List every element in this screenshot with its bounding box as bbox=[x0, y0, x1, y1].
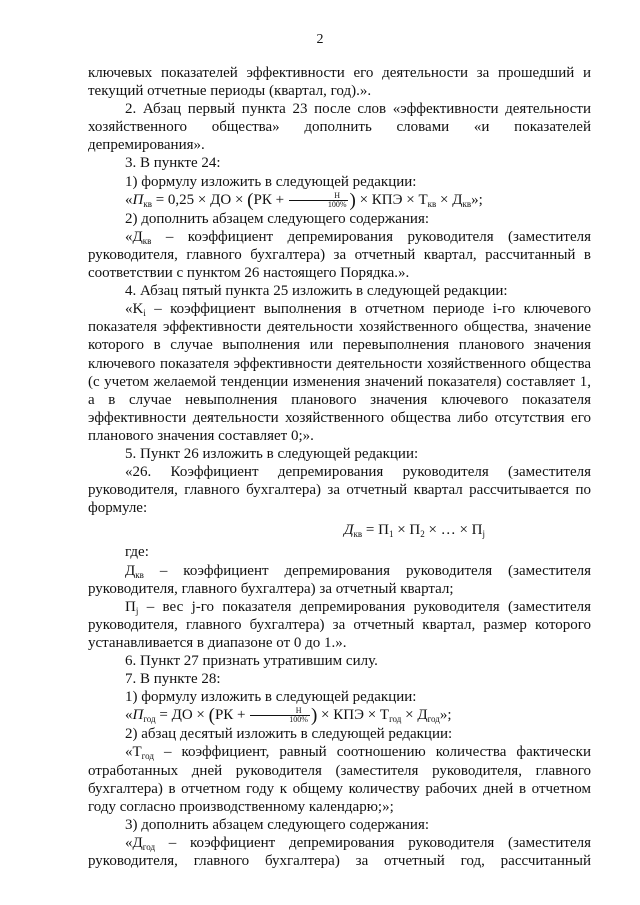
paragraph-definition-pj: $П_j$ – вес j-го показателя депремирования руководителя (заместителя руководителя, главного бухгалтера) за отчетный квартал, размер которого устанавливается в диапазоне от 0 до 1.». bbox=[88, 598, 591, 651]
paragraph-item-2: 2. Абзац первый пункта 23 после слов «эффективности деятельности хозяйственного общества» дополнить словами «и показателей депремирования». bbox=[88, 101, 591, 154]
paragraph-where: где: bbox=[125, 544, 149, 561]
paragraph-subitem-1b: 1) формулу изложить в следующей редакции: bbox=[125, 689, 417, 706]
paragraph-definition-dgod: «$Д_{год}$ – коэффициент депремирования руководителя (заместителя руководителя, главного бухгалтера) за отчетный год, рассчитанный bbox=[88, 834, 591, 870]
paragraph-subitem-2: 2) дополнить абзацем следующего содержания: bbox=[125, 210, 430, 227]
paragraph-definition-ki: «$K_i$ – коэффициент выполнения в отчетном периоде i-го ключевого показателя эффективности деятельности хозяйственного общества, значение которого в случае выполнения или перевыполнения планового значения ключевого показателя эффективности деятельности хозяйственного общества (с учетом желаемой тенденции изменения значений показателя) составляет 1, а в случае невыполнения планового значения ключевого показателя эффективности деятельности хозяйственного общества либо отсутствия его планового значения составляет 0;». bbox=[88, 301, 591, 444]
formula-dkv: $Д_{кв} = П_1 \times П_2$ × … × $П_j$ bbox=[343, 522, 486, 540]
fraction: $\frac{Н}{100\%}$ bbox=[250, 707, 310, 724]
paragraph-item-6: 6. Пункт 27 признать утратившим силу. bbox=[125, 653, 378, 669]
paragraph-subitem-2b: 2) абзац десятый изложить в следующей редакции: bbox=[125, 726, 453, 743]
paragraph-continuation: ключевых показателей эффективности его деятельности за прошедший и текущий отчетные периоды (квартал, год).». bbox=[88, 65, 591, 100]
paragraph-subitem-3: 3) дополнить абзацем следующего содержания: bbox=[125, 816, 430, 833]
paragraph-definition-tgod: «$Т_{год}$ – коэффициент, равный соотношению количества фактически отработанных дней руководителя (заместителя руководителя, главного бухгалтера) в отчетном году к общему количеству рабочих дней в отчетном году согласно производственному календарю;»; bbox=[88, 744, 591, 815]
paragraph-item-7: 7. В пункте 28: bbox=[125, 671, 221, 688]
paragraph-definition-dkv-2: $Д_{кв}$ – коэффициент депремирования руководителя (заместителя руководителя, главного бухгалтера) за отчетный квартал; bbox=[88, 562, 591, 597]
paragraph-definition-dkv: «$Д_{кв}$ – коэффициент депремирования руководителя (заместителя руководителя, главного бухгалтера) за отчетный квартал, рассчитанный в соответствии с пунктом 26 настоящего Порядка.». bbox=[88, 228, 591, 282]
fraction: $\frac{Н}{100\%}$ bbox=[289, 192, 349, 209]
document-body bbox=[88, 64, 591, 870]
paragraph-item-3: 3. В пункте 24: bbox=[125, 155, 221, 172]
paragraph-item-5: 5. Пункт 26 изложить в следующей редакции: bbox=[125, 445, 419, 462]
paragraph-item-4: 4. Абзац пятый пункта 25 изложить в следующей редакции: bbox=[125, 283, 508, 300]
formula-quarterly-bonus: «$П_{кв} = 0,25$ × ДО × (РК + $\frac{Н}{100\%}$ ) × КПЭ × $Т_{кв} \times Д_{кв}$»; bbox=[125, 189, 483, 211]
paragraph-subitem-1: 1) формулу изложить в следующей редакции: bbox=[125, 173, 417, 190]
paragraph-item-26: «26. Коэффициент депремирования руководителя (заместителя руководителя, главного бухгалтера) за отчетный квартал рассчитывается по формуле: bbox=[88, 464, 591, 517]
formula-annual-bonus: «$П_{год}$ = ДО × (РК + $\frac{Н}{100\%}$ ) × КПЭ × $Т_{год} \times Д_{год}$»; bbox=[125, 705, 452, 727]
page-number: 2 bbox=[316, 32, 324, 47]
